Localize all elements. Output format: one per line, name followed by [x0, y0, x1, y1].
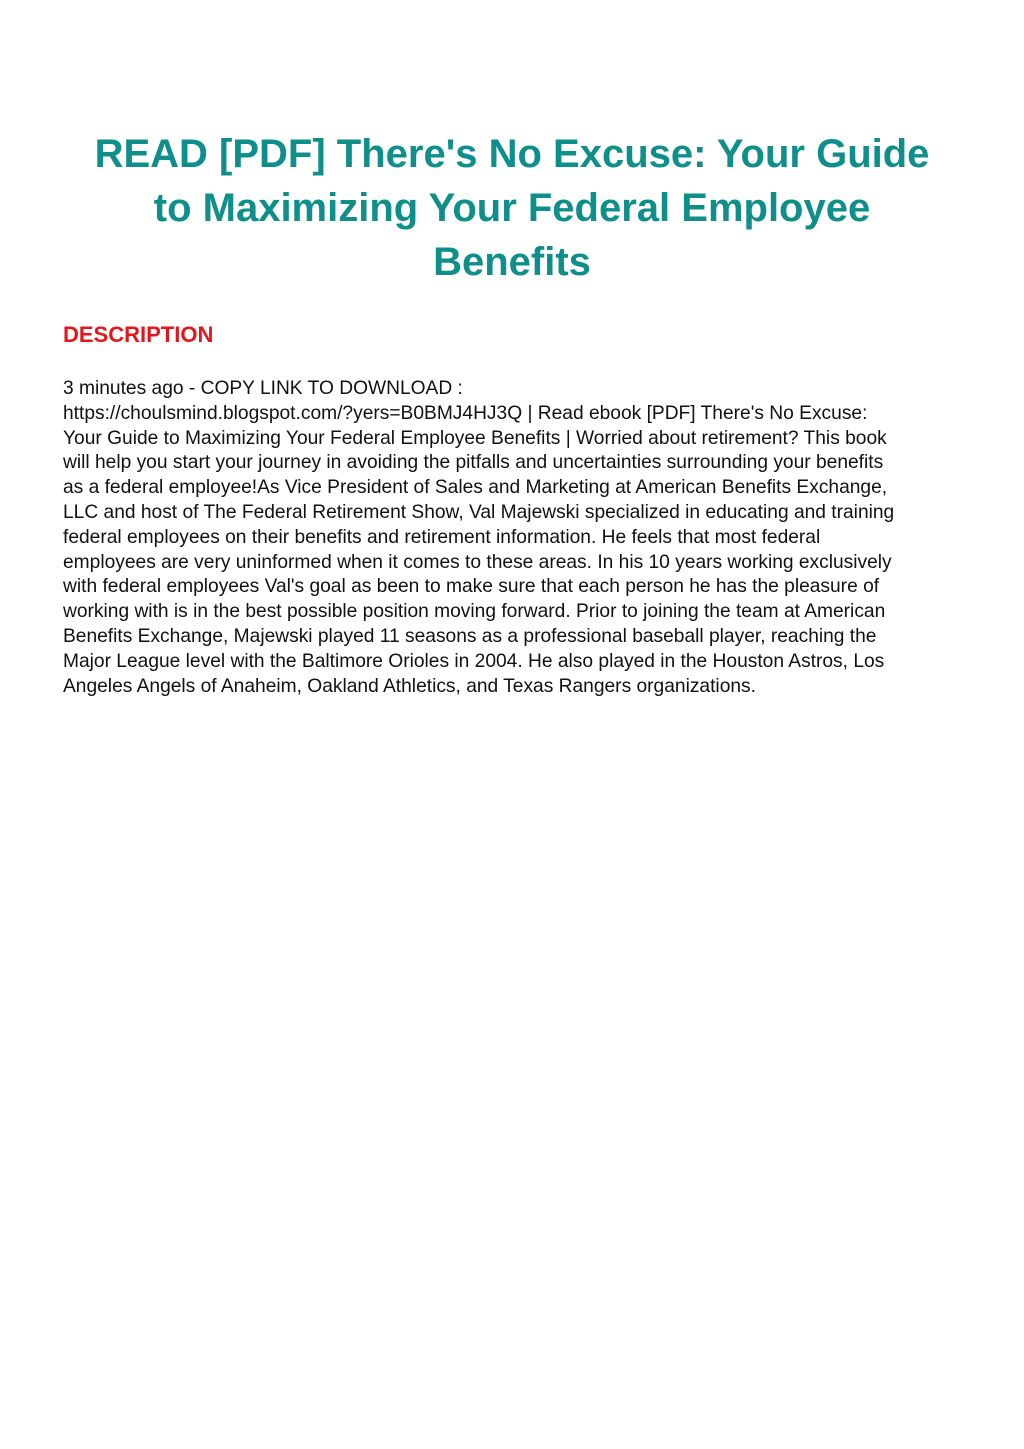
- description-heading: DESCRIPTION: [63, 322, 214, 347]
- description-line: Angeles Angels of Anaheim, Oakland Athletics, and Texas Rangers organizations.: [63, 675, 756, 697]
- description-line: 3 minutes ago - COPY LINK TO DOWNLOAD :: [63, 378, 463, 399]
- description-line: Your Guide to Maximizing Your Federal Employee Benefits | Worried about retirement? This book: [63, 427, 887, 449]
- title-line: Benefits: [433, 240, 591, 284]
- description-line: working with is in the best possible position moving forward. Prior to joining the team at American: [63, 601, 886, 623]
- title-line: to Maximizing Your Federal Employee: [153, 186, 871, 230]
- description-line: LLC and host of The Federal Retirement Show, Val Majewski specialized in educating and training: [63, 501, 895, 523]
- description-line: https://choulsmind.blogspot.com/?yers=B0BMJ4HJ3Q | Read ebook [PDF] There's No Excuse:: [63, 402, 868, 424]
- description-line: will help you start your journey in avoiding the pitfalls and uncertainties surrounding your benefits: [63, 452, 884, 474]
- description-line: employees are very uninformed when it comes to these areas. In his 10 years working exclusively: [63, 551, 892, 573]
- description-line: as a federal employee!As Vice President of Sales and Marketing at American Benefits Exchange,: [63, 477, 888, 499]
- page-title: [60, 127, 964, 289]
- description-body: [63, 377, 963, 699]
- description-line: Benefits Exchange, Majewski played 11 seasons as a professional baseball player, reaching the: [63, 625, 877, 647]
- description-line: with federal employees Val's goal as been to make sure that each person he has the pleasure of: [63, 576, 880, 598]
- description-line: federal employees on their benefits and retirement information. He feels that most federal: [63, 526, 821, 548]
- title-line: READ [PDF] There's No Excuse: Your Guide: [94, 132, 930, 176]
- description-line: Major League level with the Baltimore Orioles in 2004. He also played in the Houston Astros, Los: [63, 650, 885, 672]
